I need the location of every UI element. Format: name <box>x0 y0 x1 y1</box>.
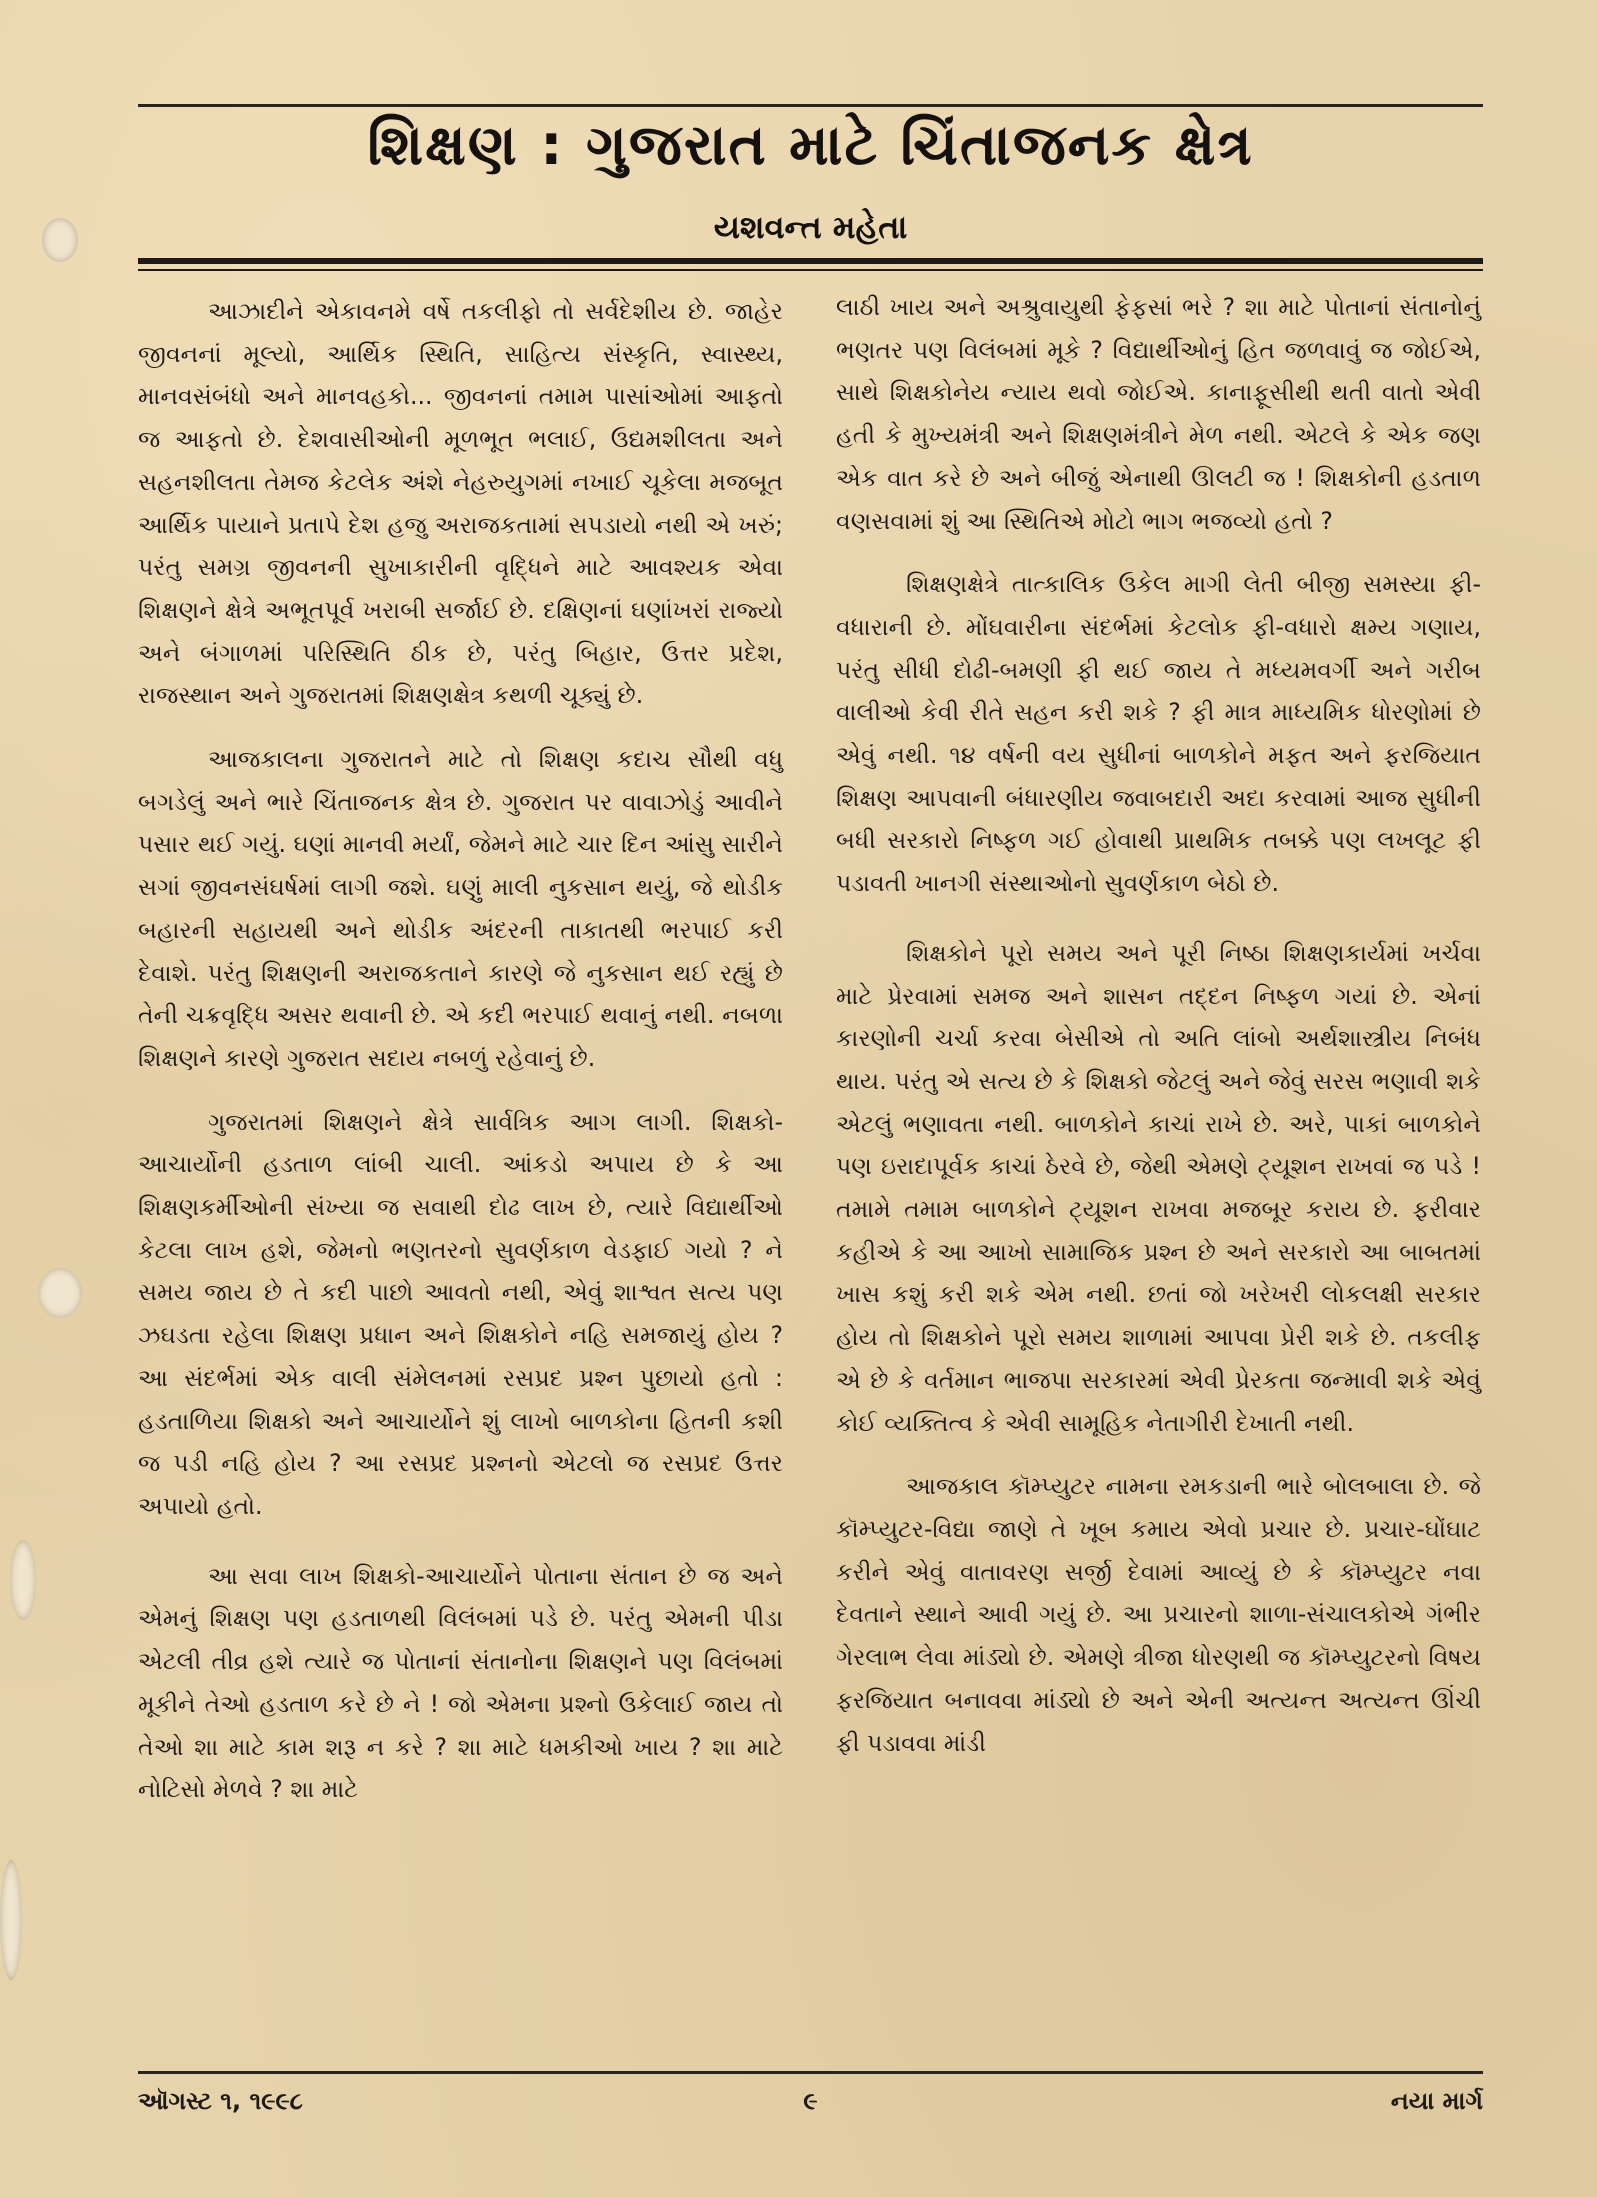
footer-issue-date: ઑગસ્ટ ૧, ૧૯૯૮ <box>138 2087 303 2115</box>
body-paragraph: આ સવા લાખ શિક્ષકો-આચાર્યોને પોતાના સંતાન છે જ અને એમનું શિક્ષણ પણ હડતાળથી વિલંબમાં પડે છે. પરંતુ એમની પીડા એટલી તીવ્ર હશે ત્યારે જ પોતાનાં સંતાનોના શિક્ષણને પણ વિલંબમાં મૂકીને તેઓ હડતાળ કરે છે ને ! જો એમના પ્રશ્નો ઉકેલાઈ જાય તો તેઓ શા માટે કામ શરૂ ન કરે ? શા માટે ધમકીઓ ખાય ? શા માટે નોટિસો મેળવે ? શા માટે <box>138 1561 783 1804</box>
header-bottom-rule-thin <box>138 269 1483 271</box>
body-paragraph-continued: લાઠી ખાય અને અશ્રુવાયુથી ફેફસાં ભરે ? શા માટે પોતાનાં સંતાનોનું ભણતર પણ વિલંબમાં મૂકે ? વિદ્યાર્થીઓનું હિત જળવાવું જ જોઈએ, સાથે શિક્ષકોનેય ન્યાય થવો જોઈએ. કાનાફૂસીથી થતી વાતો એવી હતી કે મુખ્યમંત્રી અને શિક્ષણમંત્રીને મેળ નથી. એટલે કે એક જણ એક વાત કરે છે અને બીજું એનાથી ઊલટી જ ! શિક્ષકોની હડતાળ વણસવામાં શું આ સ્થિતિએ મોટો ભાગ ભજવ્યો હતો ? <box>836 293 1481 535</box>
right-column <box>836 286 1481 1764</box>
paper-tear-mark <box>0 1860 22 1980</box>
footer-rule <box>138 2071 1483 2074</box>
article-title: શિક્ષણ : ગુજરાત માટે ચિંતાજનક ક્ષેત્ર <box>367 113 1254 178</box>
magazine-page <box>138 0 1483 2197</box>
body-paragraph: ગુજરાતમાં શિક્ષણને ક્ષેત્રે સાર્વત્રિક આગ લાગી. શિક્ષકો-આચાર્યોની હડતાળ લાંબી ચાલી. આંકડો અપાય છે કે આ શિક્ષણકર્મીઓની સંખ્યા જ સવાથી દોઢ લાખ છે, ત્યારે વિદ્યાર્થીઓ કેટલા લાખ હશે, જેમનો ભણતરનો સુવર્ણકાળ વેડફાઈ ગયો ? ને સમય જાય છે તે કદી પાછો આવતો નથી, એવું શાશ્વત સત્ય પણ ઝઘડતા રહેલા શિક્ષણ પ્રધાન અને શિક્ષકોને નહિ સમજાયું હોય ? આ સંદર્ભમાં એક વાલી સંમેલનમાં રસપ્રદ પ્રશ્ન પુછાયો હતો : હડતાળિયા શિક્ષકો અને આચાર્યોને શું લાખો બાળકોના હિતની કશી જ પડી નહિ હોય ? આ રસપ્રદ પ્રશ્નનો એટલો જ રસપ્રદ ઉત્તર અપાયો હતો. <box>138 1107 783 1520</box>
left-column <box>138 290 783 1811</box>
header-bottom-rule-thick <box>138 258 1483 264</box>
article-author: યશવન્ત મહેતા <box>713 208 908 246</box>
body-paragraph: આજકાલના ગુજરાતને માટે તો શિક્ષણ કદાચ સૌથી વધુ બગડેલું અને ભારે ચિંતાજનક ક્ષેત્ર છે. ગુજરાત પર વાવાઝોડું આવીને પસાર થઈ ગયું. ઘણાં માનવી મર્યાં, જેમને માટે ચાર દિન આંસુ સારીને સગાં જીવનસંઘર્ષમાં લાગી જશે. ઘણું માલી નુકસાન થયું, જે થોડીક બહારની સહાયથી અને થોડીક અંદરની તાકાતથી ભરપાઈ કરી દેવાશે. પરંતુ શિક્ષણની અરાજકતાને કારણે જે નુકસાન થઈ રહ્યું છે તેની ચક્રવૃદ્ધિ અસર થવાની છે. એ કદી ભરપાઈ થવાનું નથી. નબળા શિક્ષણને કારણે ગુજરાત સદાય નબળું રહેવાનું છે. <box>138 745 783 1072</box>
body-paragraph: શિક્ષકોને પૂરો સમય અને પૂરી નિષ્ઠા શિક્ષણકાર્યમાં ખર્ચવા માટે પ્રેરવામાં સમજ અને શાસન તદ્દન નિષ્ફળ ગયાં છે. એનાં કારણોની ચર્ચા કરવા બેસીએ તો અતિ લાંબો અર્થશાસ્ત્રીય નિબંધ થાય. પરંતુ એ સત્ય છે કે શિક્ષકો જેટલું અને જેવું સરસ ભણાવી શકે એટલું ભણાવતા નથી. બાળકોને કાચાં રાખે છે. અરે, પાકાં બાળકોને પણ ઇરાદાપૂર્વક કાચાં ઠેરવે છે, જેથી એમણે ટ્યૂશન રાખવાં જ પડે ! તમામે તમામ બાળકોને ટ્યૂશન રાખવા મજબૂર કરાય છે. ફરીવાર કહીએ કે આ આખો સામાજિક પ્રશ્ન છે અને સરકારો આ બાબતમાં ખાસ કશું કરી શકે એમ નથી. છતાં જો ખરેખરી લોકલક્ષી સરકાર હોય તો શિક્ષકોને પૂરો સમય શાળામાં આપવા પ્રેરી શકે છે. તકલીફ એ છે કે વર્તમાન ભાજપા સરકારમાં એવી પ્રેરકતા જન્માવી શકે એવું કોઈ વ્યક્તિત્વ કે એવી સામૂહિક નેતાગીરી દેખાતી નથી. <box>836 938 1481 1437</box>
footer-magazine-name: નયા માર્ગ <box>1390 2087 1483 2115</box>
paper-tear-mark <box>42 218 78 262</box>
header-top-rule <box>138 104 1483 107</box>
paper-tear-mark <box>10 1540 36 1620</box>
body-paragraph: શિક્ષણક્ષેત્રે તાત્કાલિક ઉકેલ માગી લેતી બીજી સમસ્યા ફી-વધારાની છે. મોંઘવારીના સંદર્ભમાં કેટલોક ફી-વધારો ક્ષમ્ય ગણાય, પરંતુ સીધી દોઢી-બમણી ફી થઈ જાય તે મધ્યમવર્ગી અને ગરીબ વાલીઓ કેવી રીતે સહન કરી શકે ? ફી માત્ર માધ્યમિક ધોરણોમાં છે એવું નથી. ૧૪ વર્ષની વય સુધીનાં બાળકોને મફત અને ફરજિયાત શિક્ષણ આપવાની બંધારણીય જવાબદારી અદા કરવામાં આજ સુધીની બધી સરકારો નિષ્ફળ ગઈ હોવાથી પ્રાથમિક તબક્કે પણ લખલૂટ ફી પડાવતી ખાનગી સંસ્થાઓનો સુવર્ણકાળ બેઠો છે. <box>836 570 1481 898</box>
body-paragraph: આજકાલ કૉમ્પ્યુટર નામના રમકડાની ભારે બોલબાલા છે. જે કૉમ્પ્યુટર-વિદ્યા જાણે તે ખૂબ કમાય એવો પ્રચાર છે. પ્રચાર-ઘોંઘાટ કરીને એવું વાતાવરણ સર્જી દેવામાં આવ્યું છે કે કૉમ્પ્યુટર નવા દેવતાને સ્થાને આવી ગયું છે. આ પ્રચારનો શાળા-સંચાલકોએ ગંભીર ગેરલાભ લેવા માંડ્યો છે. એમણે ત્રીજા ધોરણથી જ કૉમ્પ્યુટરનો વિષય ફરજિયાત બનાવવા માંડ્યો છે અને એની અત્યન્ત અત્યન્ત ઊંચી ફી પડાવવા માંડી <box>836 1472 1481 1757</box>
body-paragraph: આઝાદીને એકાવનમે વર્ષે તકલીફો તો સર્વદેશીય છે. જાહેર જીવનનાં મૂલ્યો, આર્થિક સ્થિતિ, સાહિત્ય સંસ્કૃતિ, સ્વાસ્થ્ય, માનવસંબંધો અને માનવહકો... જીવનનાં તમામ પાસાંઓમાં આફતો જ આફતો છે. દેશવાસીઓની મૂળભૂત ભલાઈ, ઉદ્યમશીલતા અને સહનશીલતા તેમજ કેટલેક અંશે નેહરુયુગમાં નખાઈ ચૂકેલા મજબૂત આર્થિક પાયાને પ્રતાપે દેશ હજુ અરાજકતામાં સપડાયો નથી એ ખરું; પરંતુ સમગ્ર જીવનની સુખાકારીની વૃદ્ધિને માટે આવશ્યક એવા શિક્ષણને ક્ષેત્રે અભૂતપૂર્વ ખરાબી સર્જાઈ છે. દક્ષિણનાં ઘણાંખરાં રાજ્યો અને બંગાળમાં પરિસ્થિતિ ઠીક છે, પરંતુ બિહાર, ઉત્તર પ્રદેશ, રાજસ્થાન અને ગુજરાતમાં શિક્ષણક્ષેત્ર કથળી ચૂક્યું છે. <box>138 297 783 710</box>
footer-page-number: ૯ <box>803 2087 818 2115</box>
paper-tear-mark <box>38 1268 82 1318</box>
